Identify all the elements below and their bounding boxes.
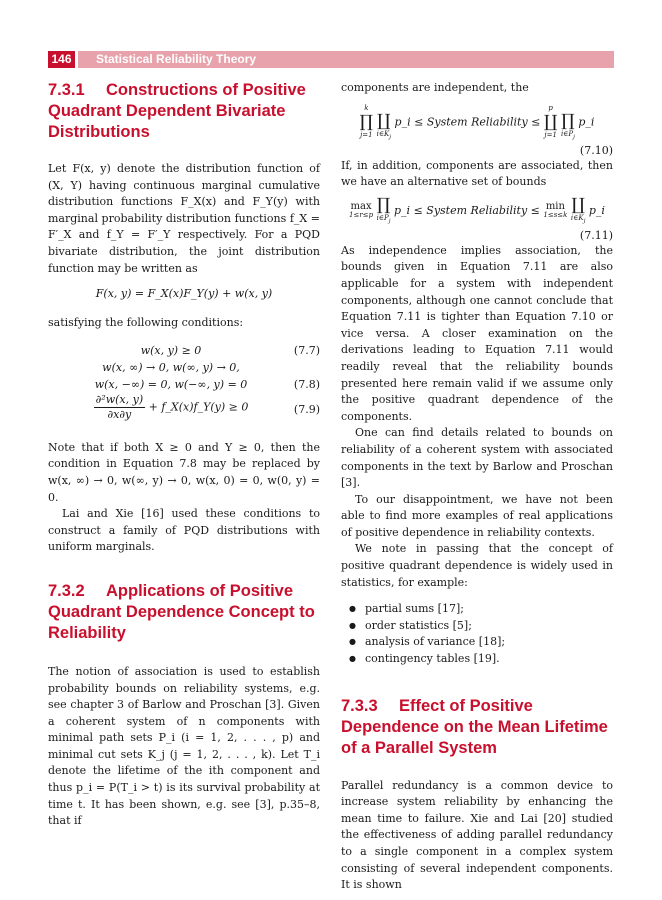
paragraph: components are independent, the bbox=[341, 81, 529, 94]
equation-number: (7.11) bbox=[579, 228, 613, 242]
running-title: Statistical Reliability Theory bbox=[78, 51, 614, 68]
paragraph: The notion of association is used to establish probability bounds on reliability systems, e.g. see chapter 3 of Barlow and Proschan [3]. Given a coherent system of n components with minimal path sets P_i (i = 1, 2, . . . , p) and minimal cut sets K_j (j = 1, 2, . . . , k). Let T_i denote the lifetime of the ith component and thus p_i = P(T_i > t) is its survival probability at time t. It has been shown, e.g. see [3], p.35–8, that if bbox=[48, 664, 320, 828]
section-heading-7-3-1 bbox=[48, 80, 320, 143]
section-number: 7.3.3 bbox=[341, 696, 378, 715]
list-item: ● analysis of variance [18]; bbox=[365, 634, 613, 651]
paragraph: To our disappointment, we have not been able to find more examples of real applications of positive dependence in reliability contexts. bbox=[341, 492, 613, 539]
section-heading-7-3-2 bbox=[48, 581, 320, 644]
max-operator bbox=[349, 202, 373, 220]
list-item: ● contingency tables [19]. bbox=[365, 651, 613, 668]
equation-body: p_i ≤ System Reliability ≤ bbox=[394, 115, 541, 129]
equation-number: (7.8) bbox=[293, 377, 320, 391]
page-number: 146 bbox=[48, 51, 75, 68]
equation-term: p_i bbox=[588, 203, 605, 217]
min-label: min bbox=[545, 200, 565, 212]
fraction-denominator: ∂x∂y bbox=[107, 407, 132, 421]
max-subscript: 1≤r≤p bbox=[349, 210, 374, 219]
section-number: 7.3.2 bbox=[48, 581, 85, 600]
paragraph: As independence implies association, the bounds given in Equation 7.11 are also applicable for a system with independent components, although one cannot conclude that Equation 7.11 is tighter than Equation 7.10 or vice versa. A closer examination on the derivations leading to Equation 7.11 would readily reveal that the reliability bounds presented here remain valid if we assume only the positive quadrant dependence of the components. bbox=[341, 243, 613, 423]
paragraph: If, in addition, components are associated, then we have an alternative set of bounds bbox=[341, 158, 613, 189]
list-item: ● partial sums [17]; bbox=[365, 601, 613, 618]
list-item: ● order statistics [5]; bbox=[365, 618, 613, 635]
section-title: Effect of Positive Dependence on the Mean Lifetime of a Parallel System bbox=[341, 696, 608, 757]
equation-7-11 bbox=[341, 196, 613, 228]
equation-body: + f_X(x)f_Y(y) ≥ 0 bbox=[148, 400, 249, 414]
coproduct-operator: p ∐ j=1 bbox=[543, 104, 558, 140]
section-number: 7.3.1 bbox=[48, 81, 85, 99]
min-operator bbox=[543, 202, 567, 220]
section-title: Constructions of Positive Quadrant Dependent Bivariate Distributions bbox=[48, 81, 306, 141]
equation-7-7 bbox=[48, 342, 320, 359]
paragraph: Note that if both X ≥ 0 and Y ≥ 0, then the condition in Equation 7.8 may be replaced by w(x, ∞) → 0, w(∞, y) → 0, w(x, 0) = 0, w(0, y) = 0. bbox=[48, 440, 320, 504]
max-label: max bbox=[350, 200, 372, 212]
equation-body: p_i ≤ System Reliability ≤ bbox=[394, 203, 540, 217]
paragraph: We note in passing that the concept of positive quadrant dependence is widely used in statistics, for example: bbox=[341, 542, 613, 589]
equation-fraction bbox=[94, 393, 146, 422]
paragraph: One can find details related to bounds on reliability of a coherent system with associated components in the text by Barlow and Proschan [3]. bbox=[341, 426, 613, 490]
paragraph: Lai and Xie [16] used these conditions to construct a family of PQD distributions with uniform marginals. bbox=[48, 507, 320, 554]
coproduct-operator: ∐ $i\in K_j$ bbox=[376, 110, 392, 140]
equation-number: (7.9) bbox=[293, 402, 320, 416]
product-operator: k ∏ j=1 bbox=[359, 104, 374, 140]
equation-7-8a bbox=[48, 359, 320, 376]
right-column bbox=[341, 80, 613, 894]
equation-term: p_i bbox=[578, 115, 595, 129]
equation-joint-distribution: F(x, y) = F_X(x)F_Y(y) + w(x, y) bbox=[95, 287, 273, 301]
min-subscript: 1≤s≤k bbox=[543, 210, 568, 219]
running-header bbox=[48, 51, 614, 68]
paragraph: satisfying the following conditions: bbox=[48, 316, 244, 330]
equation-body: w(x, ∞) → 0, w(∞, y) → 0, bbox=[102, 360, 240, 374]
paragraph: Let F(x, y) denote the distribution function of (X, Y) having continuous marginal cumulative distribution functions F_X(x) and F_Y(y) with marginal probability distribution functions f_X = F′_X and f_Y = F′_Y respectively. For a PQD bivariate distribution, the joint distribution function may be written as bbox=[48, 162, 320, 275]
equation-7-9 bbox=[48, 393, 320, 429]
section-heading-7-3-3 bbox=[341, 696, 613, 759]
equation-number: (7.10) bbox=[579, 143, 613, 157]
left-column bbox=[48, 80, 320, 830]
product-operator: ∏ $i\in P_j$ bbox=[376, 194, 391, 225]
fraction-numerator: ∂²w(x, y) bbox=[95, 392, 144, 406]
equation-body: w(x, −∞) = 0, w(−∞, y) = 0 bbox=[94, 377, 248, 391]
bullet-list bbox=[341, 601, 613, 667]
equation-body: w(x, y) ≥ 0 bbox=[140, 343, 202, 357]
paragraph: Parallel redundancy is a common device to increase system reliability by enhancing the mean time to failure. Xie and Lai [20] studied the effectiveness of adding parallel redundancy to a single component in a complex system consisting of several independent components. It is shown bbox=[341, 778, 613, 892]
equation-7-8b bbox=[48, 376, 320, 393]
equation-7-10 bbox=[341, 103, 613, 143]
section-title: Applications of Positive Quadrant Dependence Concept to Reliability bbox=[48, 581, 315, 642]
coproduct-operator: ∐ $i\in K_j$ bbox=[570, 194, 586, 225]
equation-number: (7.7) bbox=[293, 343, 320, 357]
product-operator: ∏ $i\in P_j$ bbox=[560, 110, 575, 140]
